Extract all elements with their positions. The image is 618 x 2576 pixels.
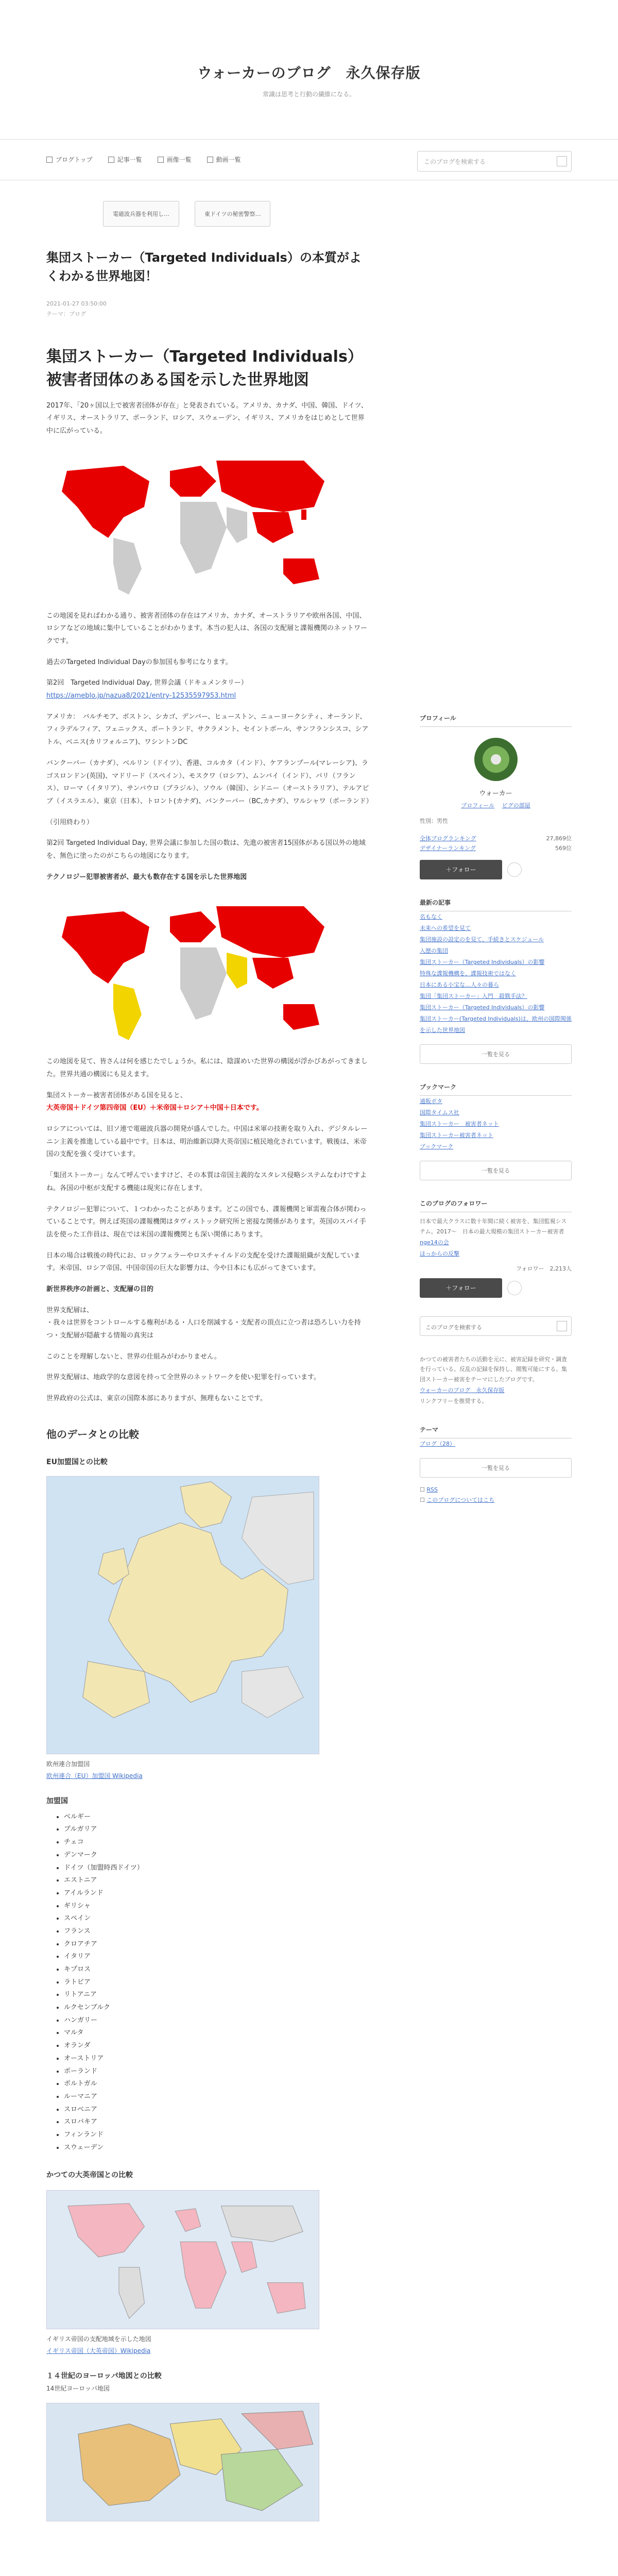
follower-count: フォロワー 2,213人	[516, 1265, 572, 1272]
sidebar-search-input[interactable]	[420, 1316, 572, 1336]
post-paragraph: 2017年、「20ヶ国以上で被害者団体が存在」と発表されている。アメリカ、カナダ、中国、韓国、ドイツ、イギリス、オーストラリア、ポーランド、ロシア、スウェーデン、イギリス、アメリカをはじめとして世界中に広がっている。	[46, 401, 368, 435]
empire-list-red: 大英帝国＋ドイツ第四帝国（EU）＋米帝国＋ロシア＋中国＋日本です。	[46, 1104, 263, 1112]
rss-row	[420, 1485, 572, 1495]
british-empire-map	[46, 2190, 319, 2329]
list-icon	[108, 157, 114, 163]
recent-item[interactable]: 未来への希望を見て	[420, 925, 471, 932]
empire-link-wrap	[46, 2346, 371, 2355]
nav-items	[46, 155, 241, 164]
site-header	[0, 0, 618, 139]
post-paragraph: この地図を見て、皆さんは何を感じたでしょうか。私には、陰謀めいた世界の構図が浮かびあがってきました。世界共通の構図にも見えます。	[46, 1058, 368, 1079]
image-icon	[158, 157, 164, 163]
empire-caption: イギリス帝国の支配地域を示した地図	[46, 2335, 151, 2343]
eu-country-list	[64, 1811, 371, 2155]
elite-intro: 世界支配層は、	[46, 1306, 94, 1314]
eu-country: • エストニア	[64, 1874, 371, 1887]
world-map-2	[46, 896, 335, 1045]
more-icon[interactable]	[507, 862, 522, 877]
post-date: 2021-01-27 03:50:00	[46, 300, 107, 307]
post-paragraph: 第2回 Targeted Individual Day, 世界会議に参加した国の数は、先進の被害者15国体がある国以外の地域を、無色に塗ったのがこちらの地図になります。	[46, 839, 366, 860]
eu-country: • キプロス	[64, 1963, 371, 1976]
nav-images[interactable]	[158, 155, 192, 164]
about-link[interactable]: ウォーカーのブログ 永久保存版	[420, 1386, 505, 1394]
recent-item[interactable]: 日本にある小宝な…人々の暮ら	[420, 981, 499, 989]
eu-country: • ギリシャ	[64, 1900, 371, 1913]
post-paragraph: このことを理解しないと、世界の仕組みがわかりません。	[46, 1352, 221, 1361]
recent-block	[420, 898, 572, 1064]
compare-heading: 他のデータとの比較	[46, 1428, 139, 1440]
bookmark-item[interactable]: 集団ストーカー被害者ネット	[420, 1132, 493, 1139]
profile-heading: プロフィール	[420, 714, 572, 727]
search-icon[interactable]	[557, 156, 567, 166]
eu-country: • スペイン	[64, 1912, 371, 1925]
bookmark-item[interactable]: 国際タイムス社	[420, 1109, 459, 1116]
about-block	[420, 1354, 572, 1406]
nav-videos[interactable]	[207, 155, 241, 164]
site-subtitle: 常識は思考と行動の繊維になる。	[262, 91, 355, 98]
main-content	[46, 201, 371, 2523]
empire-link[interactable]: イギリス帝国（大英帝国）Wikipedia	[46, 2347, 151, 2355]
post-paragraph: 世界政府の公式は、東京の国際本部にありますが、無理もないことです。	[46, 1395, 267, 1403]
post-paragraph: 過去のTargeted Individual Dayの参加国も参考になります。	[46, 658, 232, 666]
eu-country: • ラトビア	[64, 1976, 371, 1989]
eu-country: • ハンガリー	[64, 2014, 371, 2027]
more-icon[interactable]	[507, 1281, 522, 1295]
follower-item[interactable]: ほっからの反撃	[420, 1250, 459, 1257]
nav-articles[interactable]	[108, 155, 142, 164]
eu-country: • ベルギー	[64, 1811, 371, 1824]
eu-country: • フランス	[64, 1925, 371, 1938]
pigg-link[interactable]: ピグの部屋	[502, 802, 530, 809]
eu-country: • イタリア	[64, 1951, 371, 1963]
eu-country: • スロバキア	[64, 2116, 371, 2129]
eu-list-heading: 加盟国	[46, 1797, 68, 1805]
post-paragraph: ロシアについては、旧ソ連で電磁波兵器の開発が盛んでした。中国は米軍の技術を取り入れ、デジタルレーニン主義を推進している最中です。日本は、明治維新以降大英帝国に植民地化されています。戦後は、米帝国の支配を強く受けています。	[46, 1125, 368, 1159]
eu-country: • アイルランド	[64, 1887, 371, 1900]
bookmark-more-button[interactable]: 一覧を見る	[420, 1161, 572, 1180]
avatar-wrap	[420, 737, 572, 811]
follow-button[interactable]: ＋フォロー	[420, 860, 502, 879]
recent-more-button[interactable]: 一覧を見る	[420, 1044, 572, 1064]
follower-block	[420, 1199, 572, 1297]
genre-label[interactable]: デザイナーランキング	[420, 845, 476, 852]
search-placeholder: このブログを検索する	[424, 158, 486, 165]
elite-list: ・我々は世界をコントロールする権利がある・人口を削減する・支配者の頂点に立つ者は恐ろしい力を持つ・支配層が隠蔽する情報の真実は	[46, 1319, 361, 1340]
theme-item[interactable]: ブログ（28）	[420, 1440, 455, 1447]
recent-item[interactable]: 集団施設の設定のを見て、手続きとスケジュール	[420, 936, 544, 943]
avatar[interactable]	[474, 737, 518, 782]
europe-14c-map	[46, 2403, 319, 2521]
follow-row-2	[420, 1278, 572, 1298]
map-2-heading: テクノロジー犯罪被害者が、最大も数存在する国を示した世界地図	[46, 873, 247, 881]
nav-label: 記事一覧	[117, 156, 142, 163]
eu-country: • スウェーデン	[64, 2142, 371, 2155]
recent-item[interactable]: 集団ストーカー（Targeted Individuals）の影響	[420, 1004, 545, 1011]
genre-value: 569位	[555, 845, 572, 852]
rss-link[interactable]: RSS	[426, 1486, 438, 1493]
eu-country: • ドイツ（加盟時西ドイツ）	[64, 1862, 371, 1875]
eu-link-wrap	[46, 1771, 371, 1780]
sidebar	[420, 714, 572, 1523]
eu-country: • ルクセンブルク	[64, 2002, 371, 2014]
world-map-1	[46, 450, 335, 600]
nav-bar	[0, 139, 618, 180]
post-heading: 集団ストーカー（Targeted Individuals）被害者団体のある国を示した世界地図	[46, 347, 363, 389]
theme-more-button[interactable]: 一覧を見る	[420, 1458, 572, 1478]
recent-item[interactable]: 特殊な諜報機構を、諜報技術ではなく	[420, 970, 516, 977]
about-blog-row	[420, 1495, 572, 1505]
about-blog-link[interactable]: このブログについてはこち	[426, 1496, 495, 1503]
follower-item[interactable]: nge14の会	[420, 1239, 449, 1246]
eu-country: • ブルガリア	[64, 1823, 371, 1836]
follow-row	[420, 860, 572, 879]
bookmark-item[interactable]: 集団ストーカー 被害者ネット	[420, 1121, 499, 1128]
profile-link[interactable]: プロフィール	[461, 802, 495, 809]
eu-country: • スロベニア	[64, 2104, 371, 2116]
about-text: かつての被害者たちの活動を元に、被害記録を研究・調査を行っている。反乱の記録を保持し、閲覧可能にする。集団ストーカー被害をテーマにしたブログです。	[420, 1355, 567, 1383]
search-input[interactable]	[417, 151, 572, 172]
japan-shape	[301, 510, 306, 520]
eu-caption: 欧州連合加盟国	[46, 1760, 90, 1768]
follower-heading: このブログのフォロワー	[420, 1199, 572, 1212]
prev-post-button[interactable]: 電磁波兵器を利用し…	[103, 201, 179, 227]
recent-item[interactable]: 入歴の集団	[420, 947, 448, 955]
eu-link[interactable]: 欧州連合（EU）加盟国 Wikipedia	[46, 1772, 143, 1780]
profile-block	[420, 714, 572, 879]
post-paragraph	[46, 677, 371, 702]
nav-label: ブログトップ	[56, 156, 93, 163]
nav-label: 画像一覧	[166, 156, 192, 163]
doc-icon: ☐	[420, 1496, 425, 1503]
post-paragraph: （引用終わり）	[46, 818, 94, 826]
eu-country: • ポーランド	[64, 2065, 371, 2078]
profile-links	[420, 801, 572, 811]
eu-compare-heading: EU加盟国との比較	[46, 1458, 108, 1466]
post-paragraph: 世界支配層は、地政学的な意図を持って全世界のネットワークを使い犯罪を行っています。	[46, 1374, 320, 1382]
post-meta	[46, 299, 371, 319]
c14-caption: 14世紀ヨーロッパ地図	[46, 2385, 110, 2393]
empire-intro: 集団ストーカー被害者団体がある国を見ると、	[46, 1091, 187, 1099]
nav-blog-top[interactable]	[46, 155, 93, 164]
post-paragraph: テクノロジー犯罪について、１つわかったことがあります。どこの国でも、諜報機関と軍需複合体が関わっていることです。例えば英国の諜報機関はタヴィストック研究所と密接な関係があります。英国のスパイ手法を使った工作員は、現在では米国の諜報機関とも深い関係にあります。	[46, 1205, 367, 1239]
follower-text: 日本で最大クラスに数十年間に続く被害を、集団監視システム。2017～ 日本の最大規模の集団ストーカー被害者	[420, 1218, 567, 1235]
sidebar-search-placeholder: このブログを検索する	[425, 1324, 482, 1331]
nav-label: 動画一覧	[216, 156, 241, 163]
recent-item[interactable]: 集団ストーカー（Targeted Individuals）の影響	[420, 959, 545, 966]
eu-country: • オーストリア	[64, 2053, 371, 2065]
video-icon	[207, 157, 213, 163]
post-paragraph	[46, 1090, 371, 1115]
post-paragraph: バンクーバー（カナダ）、ベルリン（ドイツ）、香港、コルカタ（インド）、ケアランプール(マレーシア)、ラゴスロンドン(英国)、マドリード（スペイン）、モスクワ（ロシア）、ムンバイ（インド）、パリ（フランス）、ローマ（イタリア）、サンパウロ（ブラジル）、ソウル（韓国）、シドニー（オーストラリア）、テルアビブ（イスラエル）、東京（日本）、トロント(カナダ)、バンクーバー（BC,カナダ）、ワルシャワ（ポーランド）	[46, 759, 373, 805]
bookmark-item[interactable]: 通販ボタ	[420, 1098, 442, 1105]
post-paragraph: 「集団ストーカー」なんて呼んでいますけど、その本質は帝国主義的なスタレス侵略システムなわけですよね。各国の中枢が支配する機能は現実に存在します。	[46, 1172, 367, 1192]
recent-item[interactable]: 名もなく	[420, 913, 442, 921]
post-theme[interactable]: テーマ：ブログ	[46, 310, 86, 317]
empire-compare-heading: かつての大英帝国との比較	[46, 2171, 133, 2180]
sidebar-search-block	[420, 1316, 572, 1336]
new-order-heading: 新世界秩序の計画と、支配層の目的	[46, 1285, 154, 1293]
about-more: リンクフリーを推奨する。	[420, 1397, 488, 1404]
bookmark-block	[420, 1082, 572, 1180]
eu-country: • オランダ	[64, 2040, 371, 2053]
eu-country: • ポルトガル	[64, 2078, 371, 2091]
eu-country: • マルタ	[64, 2027, 371, 2040]
eu-country: • ルーマニア	[64, 2091, 371, 2104]
genre-rank-row	[420, 843, 572, 854]
post-paragraph	[46, 1304, 371, 1343]
eu-map	[46, 1476, 319, 1754]
rank-value: 27,869位	[546, 835, 572, 842]
bookmark-item[interactable]: ブックマーク	[420, 1143, 454, 1150]
eu-country: • デンマーク	[64, 1849, 371, 1862]
recent-item[interactable]: 集団「集団ストーカー」入門 殺戮手法？	[420, 993, 527, 1000]
post-nav-buttons	[103, 201, 371, 227]
profile-name[interactable]: ウォーカー	[479, 790, 512, 798]
post-paragraph: アメリカ： バルチモア、ボストン、シカゴ、デンバー、ヒューストン、ニューヨークシティ、オーランド、フィラデルフィア、フェニックス、ポートランド、サクラメント、セイントポール、サンフランシスコ、シアトル、ベニス(カリフォルニア)、ワシントンDC	[46, 713, 369, 747]
recent-heading: 最新の記事	[420, 898, 572, 911]
ti-day-label: 第2回 Targeted Individual Day, 世界会議（ドキュメンタリー）	[46, 679, 248, 687]
ti-day-link[interactable]: https://ameblo.jp/nazua8/2021/entry-12535597953.html	[46, 692, 236, 700]
rank-row	[420, 834, 572, 844]
recent-item[interactable]: 集団ストーカー(Targeted Individuals)は、欧州の国際関係を示した世界地図	[420, 1015, 572, 1034]
eu-country: • リトアニア	[64, 1989, 371, 2002]
rank-label[interactable]: 全体ブログランキング	[420, 835, 476, 842]
theme-block	[420, 1425, 572, 1505]
follow-button-2[interactable]: ＋フォロー	[420, 1278, 502, 1298]
post-paragraph: 日本の場合は戦後の時代にお、ロックフェラーやロスチャイルドの支配を受けた諜報組織が支配しています。米帝国、ロシア帝国、中国帝国の巨大な影響力は、今や日本にも広がってきています。	[46, 1251, 360, 1273]
eu-country: • フィンランド	[64, 2129, 371, 2142]
rss-icon: ☐	[420, 1486, 425, 1493]
profile-meta: 性別：男性	[420, 817, 448, 824]
next-post-button[interactable]: 東ドイツの秘密警察…	[195, 201, 270, 227]
eu-country: • チェコ	[64, 1836, 371, 1849]
theme-heading: テーマ	[420, 1425, 572, 1438]
c14-compare-heading: １４世紀のヨーロッパ地図との比較	[46, 2372, 162, 2381]
post-title: 集団ストーカー（Targeted Individuals）の本質がよくわかる世界地図！	[46, 250, 362, 283]
site-title[interactable]: ウォーカーのブログ 永久保存版	[197, 64, 421, 81]
search-icon[interactable]	[557, 1321, 567, 1331]
bookmark-heading: ブックマーク	[420, 1082, 572, 1096]
post-paragraph: この地図を見ればわかる通り、被害者団体の存在はアメリカ、カナダ、オーストラリアや欧州各国、中国、ロシアなどの地域に集中していることがわかります。本当の犯人は、各国の支配層と諜報機関のネットワークです。	[46, 612, 367, 646]
home-icon	[46, 157, 53, 163]
eu-country: • クロアチア	[64, 1938, 371, 1951]
